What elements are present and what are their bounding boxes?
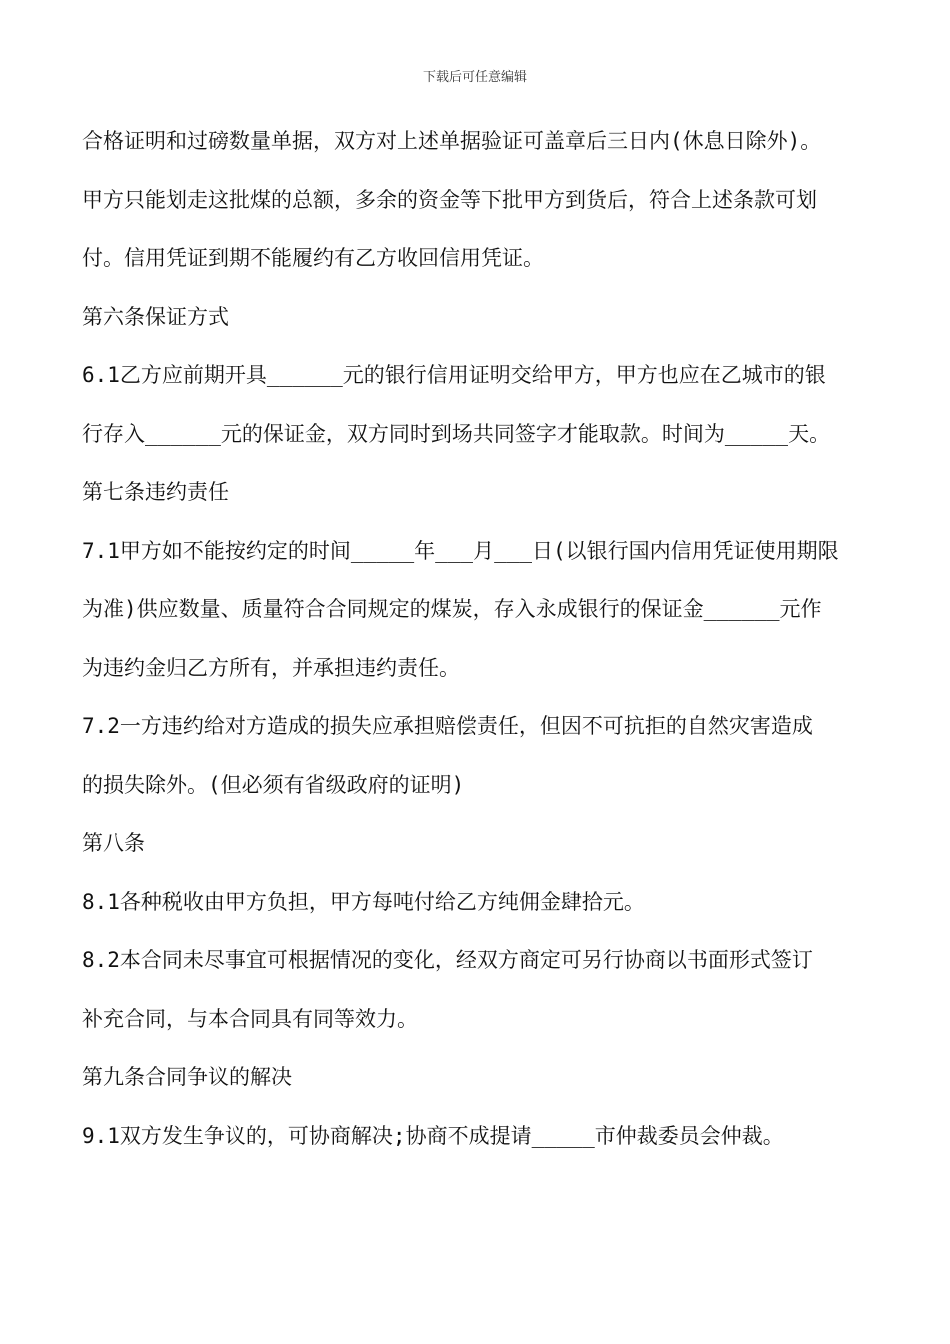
- clause-7-1-line-1: 7.1甲方如不能按约定的时间_____年___月___日(以银行国内信用凭证使用期限: [82, 538, 839, 563]
- clause-8-2-line-2: 补充合同，与本合同具有同等效力。: [82, 1006, 418, 1031]
- text-line-1: 合格证明和过磅数量单据，双方对上述单据验证可盖章后三日内(休息日除外)。: [82, 129, 822, 153]
- clause-9-1: 9.1双方发生争议的，可协商解决;协商不成提请_____市仲裁委员会仲裁。: [82, 1123, 784, 1148]
- section-heading-8: 第八条: [82, 831, 145, 855]
- text-line-2: 甲方只能划走这批煤的总额，多余的资金等下批甲方到货后，符合上述条款可划: [82, 187, 817, 212]
- clause-6-1-line-1: 6.1乙方应前期开具______元的银行信用证明交给甲方，甲方也应在乙城市的银: [82, 363, 826, 387]
- page-header: 下载后可任意编辑: [422, 70, 527, 85]
- section-heading-7: 第七条违约责任: [82, 480, 229, 504]
- clause-7-2-line-2: 的损失除外。(但必须有省级政府的证明): [82, 772, 465, 797]
- text-line-3: 付。信用凭证到期不能履约有乙方收回信用凭证。: [82, 246, 544, 270]
- clause-8-1: 8.1各种税收由甲方负担，甲方每吨付给乙方纯佣金肆拾元。: [82, 889, 645, 914]
- clause-7-1-line-2: 为准)供应数量、质量符合合同规定的煤炭，存入永成银行的保证金______元作: [82, 597, 822, 621]
- clause-7-1-line-3: 为违约金归乙方所有，并承担违约责任。: [82, 655, 460, 680]
- section-heading-6: 第六条保证方式: [82, 304, 229, 329]
- clause-7-2-line-1: 7.2一方违约给对方造成的损失应承担赔偿责任，但因不可抗拒的自然灾害造成: [82, 714, 813, 738]
- clause-8-2-line-1: 8.2本合同未尽事宜可根据情况的变化，经双方商定可另行协商以书面形式签订: [82, 948, 813, 972]
- clause-6-1-line-2: 行存入______元的保证金，双方同时到场共同签字才能取款。时间为_____天。: [82, 421, 831, 446]
- section-heading-9: 第九条合同争议的解决: [82, 1065, 292, 1089]
- document-body: [82, 112, 882, 1165]
